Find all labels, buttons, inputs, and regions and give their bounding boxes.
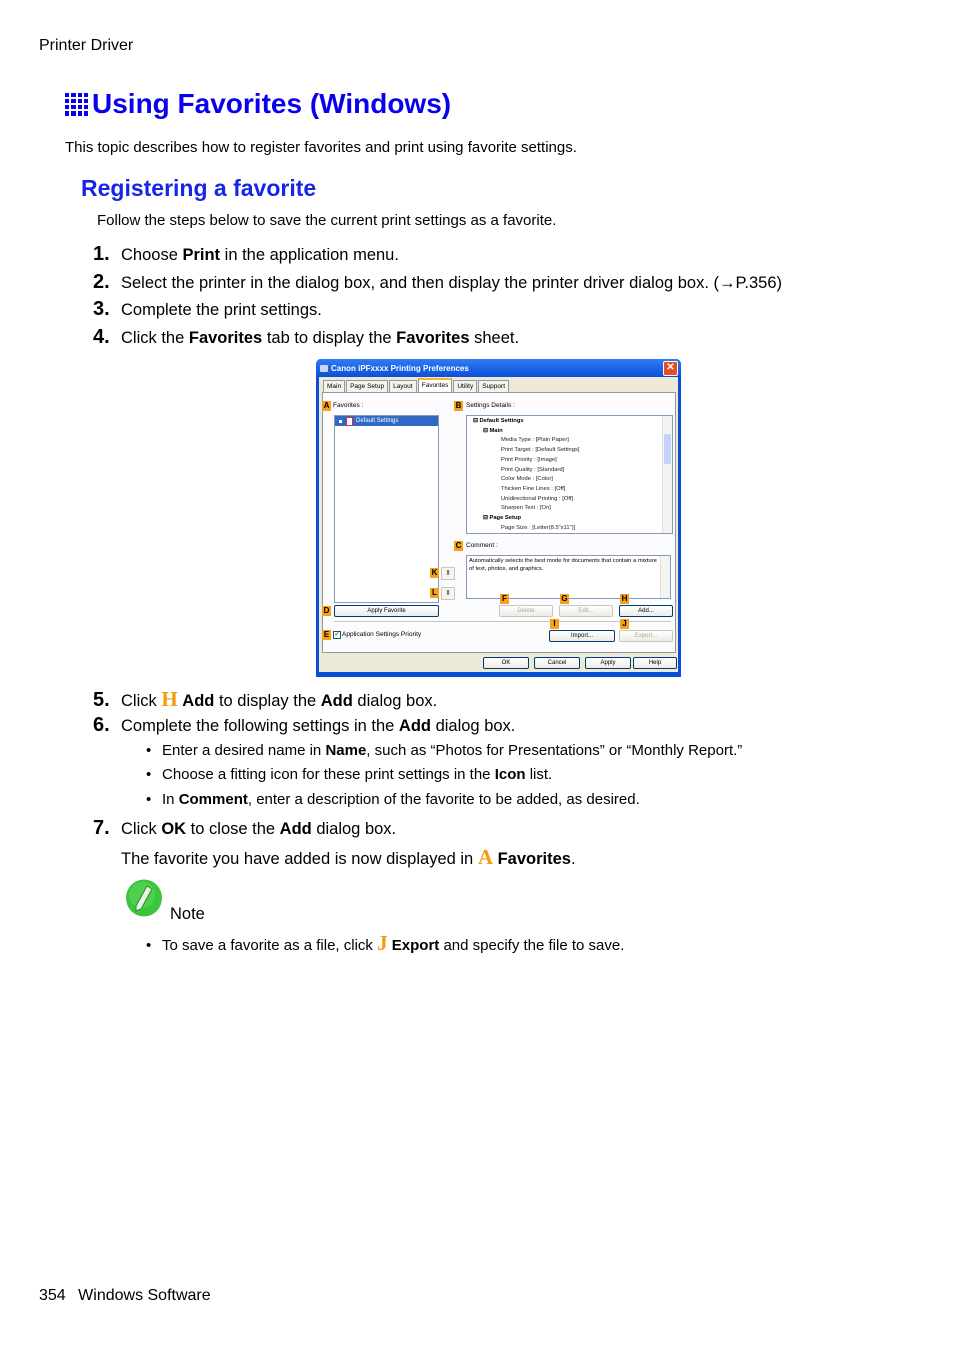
step-3: 3. Complete the print settings.: [93, 298, 322, 320]
app-settings-priority-label: Application Settings Priority: [342, 631, 422, 638]
tree-group[interactable]: ⊟ Page Setup: [483, 515, 522, 522]
page-footer: [39, 1287, 211, 1305]
favorites-list-item[interactable]: Default Settings: [335, 416, 438, 426]
tree-item: Media Type : [Plain Paper]: [501, 437, 569, 444]
tab-main[interactable]: Main: [323, 380, 345, 392]
tree-item: Print Target : [Default Settings]: [501, 447, 580, 454]
grid-icon: [65, 93, 88, 116]
apply-button[interactable]: Apply: [585, 657, 631, 669]
delete-button[interactable]: Delete: [499, 605, 553, 617]
tree-item: Unidirectional Printing : [Off]: [501, 495, 574, 502]
comment-box[interactable]: Automatically selects the best mode for documents that contain a mixture of text, photos, and graphics.: [466, 555, 671, 599]
step-7-result: The favorite you have added is now displayed in A Favorites.: [121, 845, 576, 869]
settings-icon: [346, 417, 353, 426]
tree-item: Thicken Fine Lines : [Off]: [501, 485, 566, 492]
callout-a: A: [323, 401, 330, 410]
step-number: 4.: [93, 326, 110, 348]
callout-h-ref: H: [161, 687, 178, 711]
cancel-button[interactable]: Cancel: [534, 657, 580, 669]
callout-d: D: [323, 606, 330, 615]
step-number: 3.: [93, 298, 110, 320]
step-number: 6.: [93, 714, 110, 736]
export-button[interactable]: Export...: [619, 630, 673, 642]
callout-l: L: [430, 588, 439, 598]
section-intro: Follow the steps below to save the current print settings as a favorite.: [97, 212, 557, 229]
step-number: 1.: [93, 243, 110, 265]
comment-label: Comment :: [466, 542, 498, 549]
tree-item: Print Quality : [Standard]: [501, 466, 565, 473]
dialog-body: [319, 377, 678, 672]
callout-g: G: [561, 594, 568, 603]
page-title: [65, 88, 451, 120]
favorites-sheet: [322, 392, 676, 653]
favorites-list[interactable]: [334, 415, 439, 603]
settings-details-tree[interactable]: [466, 415, 673, 534]
page-title-text: Using Favorites (Windows): [92, 88, 452, 119]
apply-favorite-button[interactable]: Apply Favorite: [334, 605, 439, 617]
intro-text: This topic describes how to register favorites and print using favorite settings.: [65, 139, 577, 156]
settings-details-label: Settings Details :: [466, 402, 515, 409]
close-button[interactable]: ✕: [663, 361, 678, 376]
comment-scrollbar[interactable]: [660, 556, 670, 598]
tab-utility[interactable]: Utility: [453, 380, 477, 392]
move-up-button[interactable]: ▮: [441, 567, 455, 580]
printing-preferences-dialog: [316, 359, 681, 677]
settings-tree: [467, 416, 672, 533]
callout-c: C: [455, 541, 462, 550]
tree-item: Page Size : [Letter(8.5"x11")]: [501, 524, 576, 531]
app-settings-priority-checkbox[interactable]: ✔: [334, 632, 340, 638]
tree-scrollbar[interactable]: [662, 416, 672, 533]
move-down-button[interactable]: ▮: [441, 587, 455, 600]
step-number: 7.: [93, 817, 110, 839]
bullet-item: • In Comment, enter a description of the favorite to be added, as desired.: [146, 791, 640, 808]
help-button[interactable]: Help: [633, 657, 677, 669]
note-bullet: • To save a favorite as a file, click J Export and specify the file to save.: [146, 931, 625, 955]
running-head: Printer Driver: [39, 37, 134, 54]
footer-section: Windows Software: [78, 1287, 211, 1304]
callout-f: F: [500, 594, 509, 604]
note-pencil-icon: [125, 879, 163, 919]
tree-item: Sharpen Text : [On]: [501, 505, 551, 512]
tab-layout[interactable]: Layout: [389, 380, 417, 392]
dialog-titlebar: [316, 359, 681, 377]
favorites-label: Favorites :: [333, 402, 364, 409]
callout-i: I: [550, 619, 559, 629]
tree-root[interactable]: ⊟ Default Settings: [473, 418, 524, 424]
edit-button[interactable]: Edit...: [559, 605, 613, 617]
tab-page-setup[interactable]: Page Setup: [346, 380, 388, 392]
tab-favorites[interactable]: Favorites: [418, 378, 453, 393]
printer-icon: [320, 365, 328, 372]
callout-e: E: [323, 630, 330, 639]
page-number: 354: [39, 1287, 66, 1304]
callout-a-ref: A: [477, 845, 493, 869]
step-2: [93, 271, 782, 294]
callout-h: H: [621, 594, 628, 603]
import-button[interactable]: Import...: [549, 630, 615, 642]
callout-k: K: [431, 568, 438, 577]
bullet-item: • Enter a desired name in Name, such as “Photos for Presentations” or “Monthly Report.”: [146, 742, 743, 759]
tree-item: Color Mode : [Color]: [501, 476, 553, 483]
step-number: 2.: [93, 271, 110, 293]
step-4: 4. Click the Favorites tab to display the Favorites sheet.: [93, 326, 520, 348]
callout-b: B: [455, 401, 462, 410]
add-button[interactable]: Add...: [619, 605, 673, 617]
tree-item: Print Priority : [Image]: [501, 456, 557, 463]
ok-button[interactable]: OK: [483, 657, 529, 669]
step-1: 1. Choose Print in the application menu.: [93, 243, 399, 265]
callout-j: J: [620, 619, 629, 629]
step-number: 5.: [93, 689, 110, 711]
note-label: Note: [170, 905, 205, 923]
dialog-title: Canon iPFxxxx Printing Preferences: [331, 363, 469, 373]
section-heading: Registering a favorite: [81, 175, 317, 201]
callout-j-ref: J: [377, 931, 388, 955]
tree-group[interactable]: ⊟ Main: [483, 427, 503, 434]
tab-support[interactable]: Support: [478, 380, 509, 392]
bullet-item: • Choose a fitting icon for these print settings in the Icon list.: [146, 766, 553, 783]
step-6: 6. Complete the following settings in the Add dialog box.: [93, 714, 516, 736]
step-5: 5. Click H Add to display the Add dialog box.: [93, 687, 438, 711]
step-7: 7. Click OK to close the Add dialog box.: [93, 817, 397, 839]
page-reference[interactable]: Select the printer in the dialog box, and then display the printer driver dialog box. (→P.356): [121, 274, 783, 292]
